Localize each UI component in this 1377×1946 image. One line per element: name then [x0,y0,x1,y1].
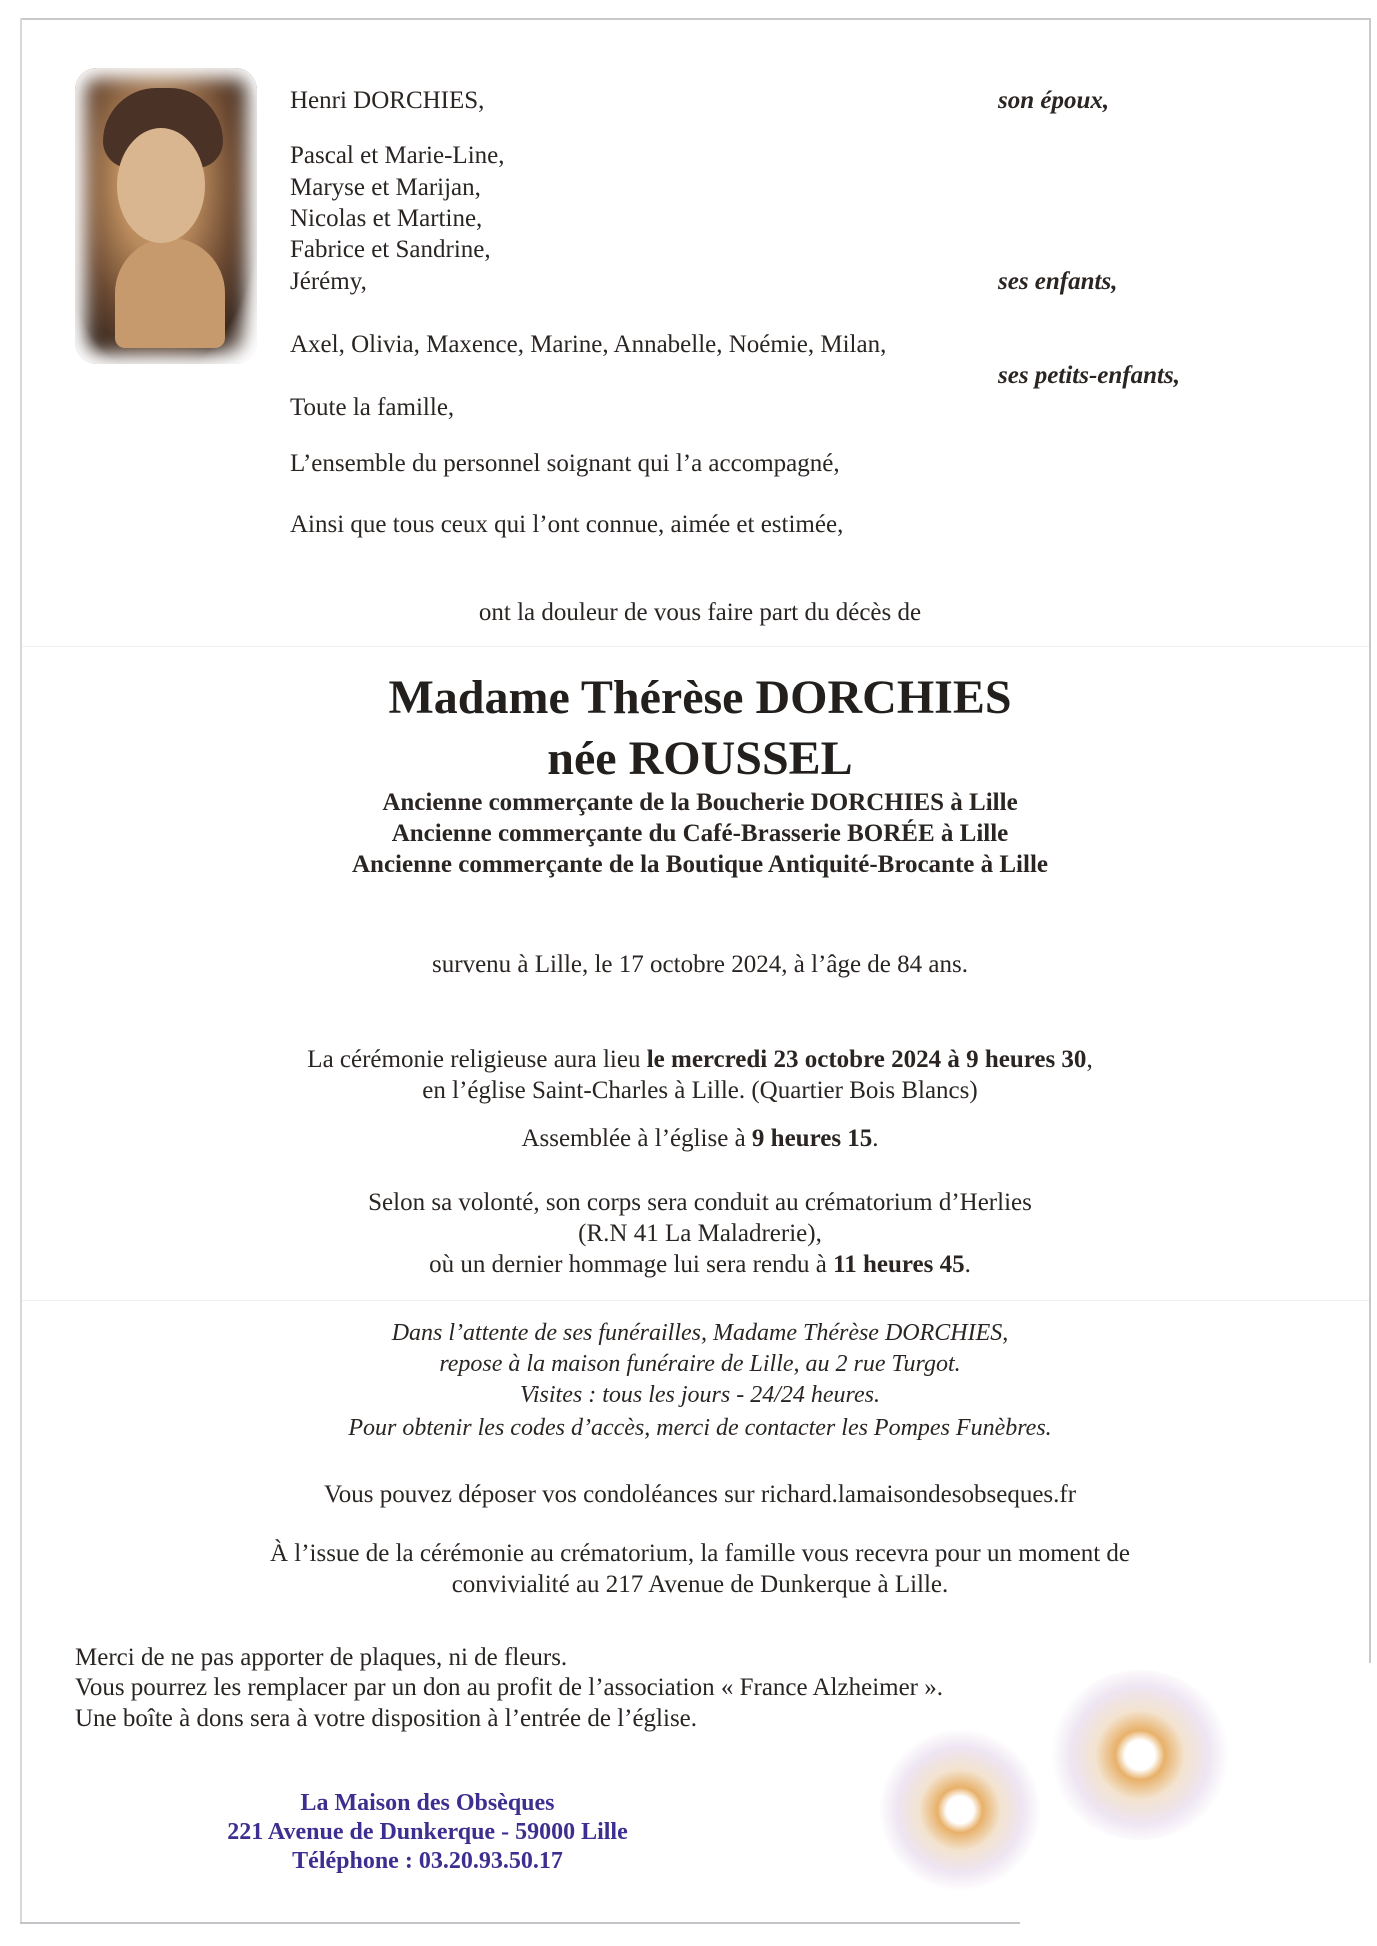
reception-line: convivialité au 217 Avenue de Dunkerque à Lille. [451,1571,949,1598]
spouse-role: son époux, [998,87,1110,114]
deceased-maiden-name: née ROUSSEL [547,732,853,785]
death-details: survenu à Lille, le 17 octobre 2024, à l’âge de 84 ans. [432,951,968,978]
family-line: Toute la famille, [290,394,455,421]
tribute-punct: . [964,1251,971,1278]
tribute-time: 11 heures 45 [833,1251,965,1278]
child-line: Nicolas et Martine, [290,205,483,232]
portrait-photo [75,68,257,364]
tribute-text: où un dernier hommage lui sera rendu à [429,1251,834,1278]
child-line: Maryse et Marijan, [290,174,481,201]
child-line: Jérémy, [290,268,367,295]
assembly-time: 9 heures 15 [751,1125,873,1152]
portrait-shoulders [115,238,225,348]
orchid-flower-icon [1050,1670,1230,1840]
cremation-address: (R.N 41 La Maladrerie), [578,1220,822,1247]
note-line: Merci de ne pas apporter de plaques, ni de fleurs. [75,1644,568,1671]
rest-line: Dans l’attente de ses funérailles, Madame Thérèse DORCHIES, [391,1320,1009,1346]
ceremony-date: le mercredi 23 octobre 2024 à 9 heures 30 [646,1046,1087,1073]
staff-line: L’ensemble du personnel soignant qui l’a accompagné, [290,450,840,477]
occupation-line: Ancienne commerçante de la Boutique Antiquité-Brocante à Lille [351,851,1048,878]
child-line: Fabrice et Sandrine, [290,236,491,263]
page-border-right [1369,18,1371,1663]
condolences-line: Vous pouvez déposer vos condoléances sur richard.lamaisondesobseques.fr [323,1481,1077,1508]
page-border-left [20,18,22,1923]
grandchildren-role: ses petits-enfants, [998,362,1180,389]
tribute-line [150,1250,1250,1280]
children-role: ses enfants, [998,268,1118,295]
fold-line [22,1300,1369,1301]
occupation-line: Ancienne commerçante de la Boucherie DORCHIES à Lille [382,789,1018,816]
others-line: Ainsi que tous ceux qui l’ont connue, aimée et estimée, [290,511,844,538]
page-border-bottom [20,1922,1020,1924]
ceremony-location: en l’église Saint-Charles à Lille. (Quartier Bois Blancs) [422,1077,978,1104]
rest-line: Pour obtenir les codes d’accès, merci de contacter les Pompes Funèbres. [348,1415,1052,1441]
child-line: Pascal et Marie-Line, [290,142,505,169]
page-border-top [20,18,1370,20]
assembly-text: Assemblée à l’église à [521,1125,752,1152]
occupation-line: Ancienne commerçante du Café-Brasserie BORÉE à Lille [391,820,1009,847]
funeral-home-phone: Téléphone : 03.20.93.50.17 [292,1848,563,1874]
ceremony-text: La cérémonie religieuse aura lieu [307,1046,647,1073]
assembly-line [150,1124,1250,1154]
note-line: Vous pourrez les remplacer par un don au profit de l’association « France Alzheimer ». [75,1674,944,1701]
funeral-home-address: 221 Avenue de Dunkerque - 59000 Lille [227,1819,628,1845]
portrait-face [117,128,205,243]
spouse-name: Henri DORCHIES, [290,87,485,114]
grandchildren-line: Axel, Olivia, Maxence, Marine, Annabelle, Noémie, Milan, [290,331,887,358]
rest-line: repose à la maison funéraire de Lille, au 2 rue Turgot. [439,1351,961,1377]
deceased-name: Madame Thérèse DORCHIES [388,671,1012,724]
orchid-flower-icon [880,1730,1040,1890]
cremation-line: Selon sa volonté, son corps sera conduit au crématorium d’Herlies [368,1189,1032,1216]
assembly-punct: . [872,1125,879,1152]
ceremony-punct: , [1086,1046,1093,1073]
fold-line [22,646,1369,647]
note-line: Une boîte à dons sera à votre disposition à l’entrée de l’église. [75,1705,698,1732]
funeral-home-name: La Maison des Obsèques [300,1790,555,1816]
rest-line: Visites : tous les jours - 24/24 heures. [520,1382,880,1408]
announcement: ont la douleur de vous faire part du décès de [478,599,922,626]
reception-line: À l’issue de la cérémonie au crématorium, la famille vous recevra pour un moment de [269,1540,1131,1567]
ceremony-line [150,1045,1250,1075]
